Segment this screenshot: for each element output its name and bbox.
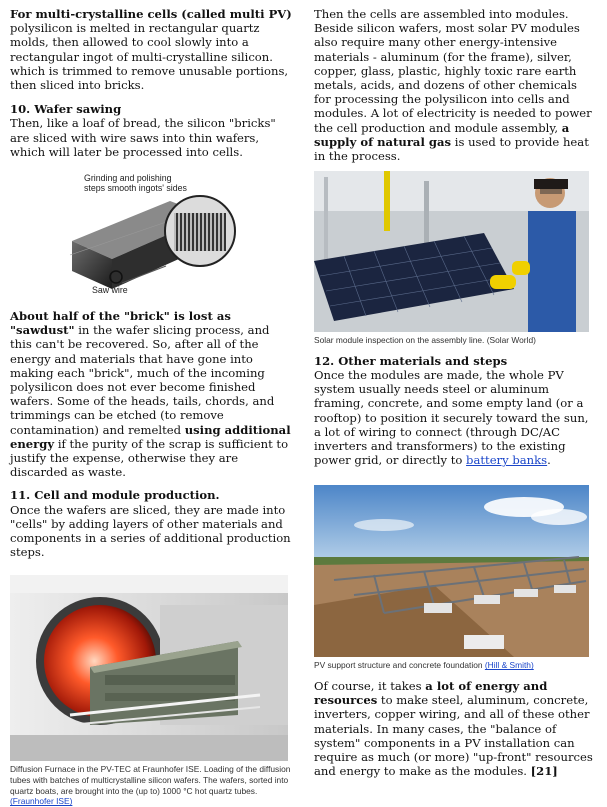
text-sawdust-2: if the purity of the scrap is sufficient to justify the expense, otherwise they are discarded as waste. (10, 436, 289, 480)
module-inspection-illustration (314, 171, 589, 332)
support-caption-text: PV support structure and concrete foundation (314, 660, 483, 671)
paragraph-cell-module: Once the wafers are sliced, they are made into "cells" by adding layers of other materials and components in a series of additional production steps. (10, 502, 291, 560)
module-caption: Solar module inspection on the assembly line. (Solar World) (314, 335, 536, 346)
label-saw-wire: Saw wire (92, 285, 128, 296)
paragraph-wafer-sawing: Then, like a loaf of bread, the silicon "bricks" are sliced with wire saws into thin wafers, which will later be processed into cells. (10, 116, 276, 159)
paragraph-multi-crystalline: polysilicon is melted in rectangular quartz molds, then allowed to cool slowly into a rectangular ingot of multi-crystalline silicon. which is trimmed to remove unusable portions, then sliced into bricks. (10, 21, 289, 93)
furnace-caption (10, 764, 292, 806)
battery-banks-link[interactable]: battery banks (466, 453, 548, 468)
bold-additional-energy: using additional energy (10, 422, 291, 451)
bold-natural-gas: a supply of natural gas (314, 120, 570, 149)
paragraph-other-materials (314, 368, 597, 467)
paragraph-sawdust (10, 309, 292, 479)
furnace-photo (10, 575, 288, 761)
fraunhofer-link[interactable]: (Fraunhofer ISE) (10, 796, 73, 807)
heading-wafer-sawing: 10. Wafer sawing (10, 102, 122, 117)
hill-smith-link[interactable]: (Hill & Smith) (484, 660, 534, 671)
module-inspection-photo (314, 171, 589, 332)
left-column (10, 0, 292, 807)
furnace-illustration (10, 575, 288, 761)
saw-wire-figure (50, 171, 250, 301)
support-caption (314, 660, 597, 671)
heading-cell-module: 11. Cell and module production. (10, 488, 220, 503)
support-structure-photo (314, 485, 589, 657)
label-grinding: Grinding and polishing steps smooth ingots' sides (84, 173, 187, 194)
text-other-materials: Once the modules are made, the whole PV system usually needs steel or aluminum framing, concrete, and some empty land (or a rooftop) to position it securely toward the sun, a lot of wiring to connect (through DC/AC inverters and transformers) to the existing power grid, or directly to (314, 368, 589, 468)
paragraph-energy-resources (314, 679, 597, 778)
bold-sawdust: About half of the "brick" is lost as "sawdust" (10, 309, 231, 338)
text-other-materials-end: . (547, 453, 551, 468)
reference-21: [21] (530, 764, 558, 779)
text-energy-1: Of course, it takes (314, 679, 426, 694)
support-structure-illustration (314, 485, 589, 657)
heading-multi-crystalline: For multi-crystalline cells (called multi PV) (10, 7, 292, 21)
text-modules: Then the cells are assembled into modules. Beside silicon wafers, most solar PV modules also require many other energy-intensive materials - aluminum (for the frame), silver, copper, glass, plastic, highly toxic rare earth metals, acids, and dozens of other chemicals for processing the polysilicon into cells and modules. A lot of electricity is needed to power the cell production and module assembly, (314, 7, 592, 135)
text-modules-end: is used to provide heat in the process. (314, 134, 589, 164)
paragraph-modules (314, 7, 597, 163)
right-column (314, 0, 597, 778)
heading-other-materials: 12. Other materials and steps (314, 353, 508, 368)
furnace-caption-text: Diffusion Furnace in the PV-TEC at Fraunhofer ISE. Loading of the diffusion tubes with batches of multicrystalline silicon wafers. The wafers, sorted into quartz boats, are brought into the (up to) 1000 °C hot quartz tubes. (10, 764, 291, 796)
text-sawdust-1: in the wafer slicing process, and this can't be recovered. So, after all of the energy and materials that have gone into making each "brick", much of the incoming polysilicon does not ever become finished wafers. Some of the heads, tails, chords, and trimmings can be etched (to remove contamination) and remelted (10, 323, 275, 437)
text-energy-2: to make steel, aluminum, concrete, inverters, copper wiring, and all of these other materials. In many cases, the "balance of system" components in a PV installation can require as much (or more) "up-front" resources and energy to make as the modules. (314, 693, 593, 779)
bold-energy-resources: a lot of energy and resources (314, 679, 548, 708)
